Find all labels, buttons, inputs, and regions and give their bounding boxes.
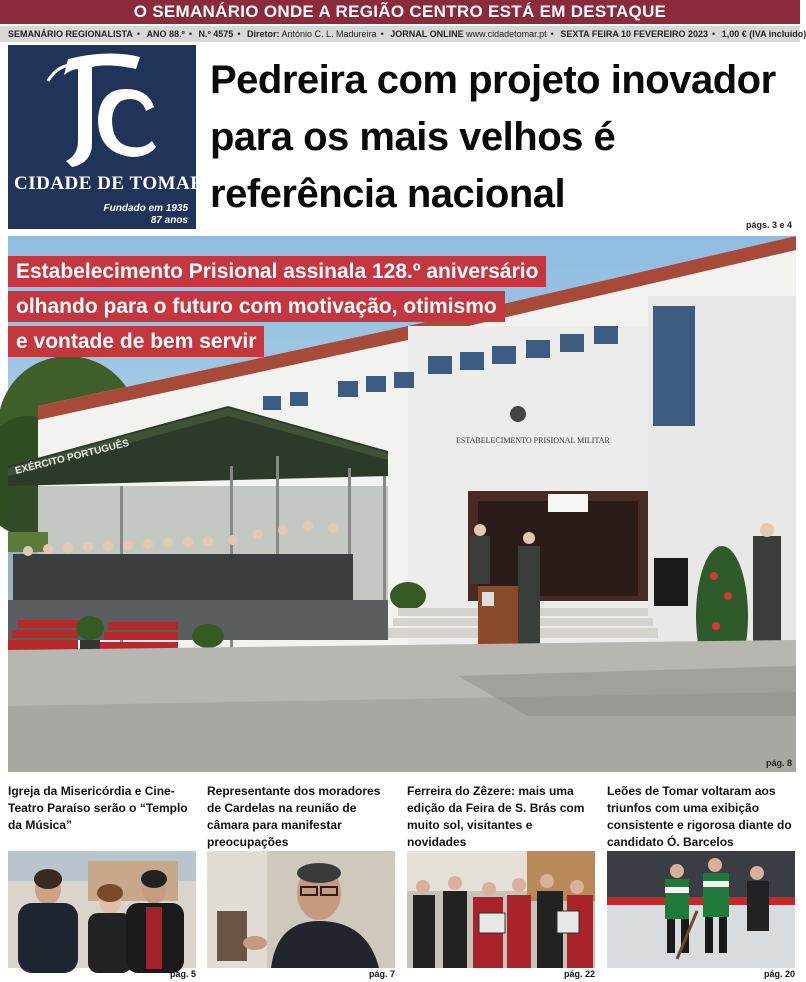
feature-banner[interactable]: [8, 256, 648, 361]
speaker-portrait-illustration: [207, 851, 395, 968]
story-card[interactable]: [607, 783, 795, 979]
website-link[interactable]: www.cidadetomar.pt: [466, 29, 547, 39]
story-title[interactable]: Igreja da Misericórdia e Cine-Teatro Paraíso serão o “Templo da Música”: [8, 784, 188, 832]
story-title[interactable]: Representante dos moradores de Cardelas na reunião de câmara para manifestar preocupações: [207, 784, 381, 849]
roller-hockey-illustration: [607, 851, 795, 968]
lead-page-ref: págs. 3 e 4: [745, 220, 792, 230]
feature-page-ref: pág. 8: [765, 758, 792, 768]
story-card[interactable]: [407, 783, 595, 979]
banner-line: e vontade de bem servir: [8, 326, 264, 357]
director-name: António C. L. Madureira: [281, 29, 377, 39]
story-card[interactable]: [8, 783, 196, 979]
building-sign: ESTABELECIMENTO PRISIONAL MILITAR: [456, 436, 610, 445]
tagline-bar: [0, 0, 800, 24]
director-label: Diretor:: [246, 29, 280, 39]
story-photo[interactable]: [607, 851, 795, 968]
story-card[interactable]: [207, 783, 395, 979]
paper-type: SEMANÁRIO REGIONALISTA: [8, 29, 133, 39]
paper-age: 87 anos: [150, 215, 188, 226]
story-photo[interactable]: [207, 851, 395, 968]
story-page-ref: pág. 7: [368, 969, 395, 979]
tent-sign: EXÉRCITO PORTUGUÊS: [14, 437, 131, 477]
info-bar: SEMANÁRIO REGIONALISTA • ANO 88.º • N.º 4575 • Diretor: António C. L. Madureira • JORNAL ONLINE www.cidadetomar.pt • SEXTA FEIRA 10 FEVEREIRO 2023 • 1,00 € (IVA incluído): [0, 26, 800, 42]
story-title[interactable]: Leões de Tomar voltaram aos triunfos com uma exibição consistente e rigorosa diante do candidato Ó. Barcelos: [607, 784, 792, 849]
issue-date: SEXTA FEIRA 10 FEVEREIRO 2023: [560, 29, 709, 39]
story-photo[interactable]: [8, 851, 196, 968]
price-note: (IVA incluído): [749, 29, 806, 39]
story-title[interactable]: Ferreira do Zêzere: mais uma edição da Feira de S. Brás com muito sol, visitantes e novidades: [407, 784, 585, 849]
newspaper-logo: [8, 45, 205, 229]
issue-number: N.º 4575: [198, 29, 234, 39]
story-photo[interactable]: [407, 851, 595, 968]
tagline: O SEMANÁRIO ONDE A REGIÃO CENTRO ESTÁ EM DESTAQUE: [133, 2, 667, 21]
lead-headline[interactable]: Pedreira com projeto inovador para os mais velhos é referência nacional: [210, 58, 776, 216]
issue-price: 1,00 €: [721, 29, 747, 39]
founded-year: Fundado em 1935: [103, 203, 188, 214]
fair-crowd-illustration: [407, 851, 595, 968]
story-page-ref: pág. 20: [763, 969, 795, 979]
banner-line: olhando para o futuro com motivação, otimismo: [8, 291, 505, 322]
online-label: JORNAL ONLINE: [390, 29, 464, 39]
story-page-ref: pág. 5: [169, 969, 196, 979]
logo-wordmark: CIDADE DE TOMAR: [14, 173, 205, 194]
paper-year: ANO 88.º: [146, 29, 185, 39]
logo-founded: [104, 203, 188, 227]
monogram-ct-icon: [8, 45, 205, 229]
group-portrait-illustration: [8, 851, 196, 968]
banner-line: Estabelecimento Prisional assinala 128.º aniversário: [8, 256, 546, 287]
story-page-ref: pág. 22: [563, 969, 595, 979]
